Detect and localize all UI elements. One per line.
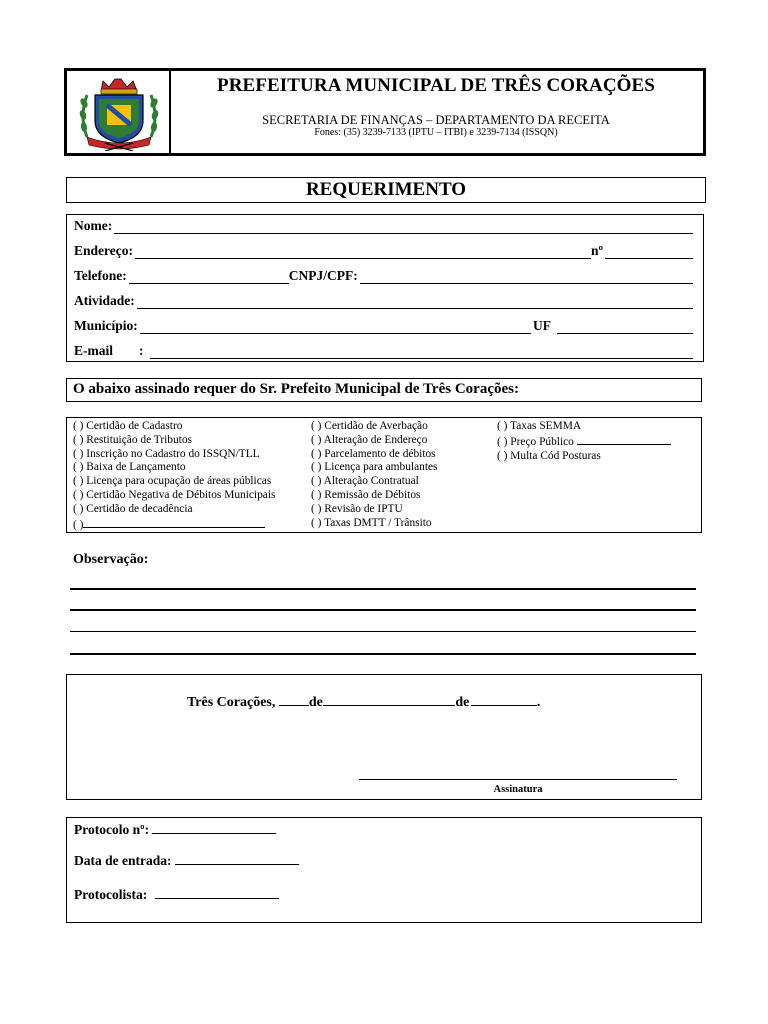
coat-of-arms-icon: [77, 77, 161, 151]
email-row: [74, 343, 693, 359]
option-baixa-lancamento[interactable]: ( ) Baixa de Lançamento: [73, 461, 186, 474]
entry-date-label: Data de entrada:: [74, 853, 172, 868]
name-field[interactable]: [114, 221, 693, 234]
city-date-label: Três Corações,: [187, 695, 276, 710]
address-row: [74, 243, 693, 259]
name-label: Nome:: [74, 218, 113, 233]
email-label: E-mail: [74, 343, 113, 358]
form-title: REQUERIMENTO: [305, 179, 467, 200]
address-label: Endereço:: [74, 243, 133, 258]
option-alteracao-endereco[interactable]: ( ) Alteração de Endereço: [311, 433, 428, 446]
option-licenca-ocupacao[interactable]: ( ) Licença para ocupação de áreas públicas: [73, 475, 272, 488]
option-other-label: ( ): [73, 518, 84, 531]
name-row: [74, 218, 693, 234]
email-field[interactable]: [150, 346, 694, 359]
option-taxas-dmtt[interactable]: ( ) Taxas DMTT / Trânsito: [311, 516, 432, 529]
options-column-1: [73, 420, 275, 532]
phone-label: Telefone:: [74, 268, 127, 283]
signature-line[interactable]: [359, 779, 677, 780]
option-preco-publico-label: ( ) Preço Público: [497, 435, 574, 448]
option-certidao-negativa[interactable]: ( ) Certidão Negativa de Débitos Municipais: [73, 488, 276, 501]
option-restituicao-tributos[interactable]: ( ) Restituição de Tributos: [73, 433, 192, 446]
request-options-section: [66, 417, 702, 533]
number-field[interactable]: [605, 246, 693, 259]
option-inscricao-issqn[interactable]: ( ) Inscrição no Cadastro do ISSQN/TLL: [73, 447, 260, 460]
option-certidao-cadastro[interactable]: ( ) Certidão de Cadastro: [73, 420, 183, 432]
state-label: UF: [533, 318, 551, 333]
address-field[interactable]: [135, 246, 591, 259]
observation-label: Observação:: [73, 552, 149, 567]
option-certidao-averbacao[interactable]: ( ) Certidão de Averbação: [311, 420, 428, 432]
option-parcelamento-debitos[interactable]: ( ) Parcelamento de débitos: [311, 447, 436, 460]
department-subtitle: SECRETARIA DE FINANÇAS – DEPARTAMENTO DA RECEITA: [262, 113, 610, 127]
option-revisao-iptu[interactable]: ( ) Revisão de IPTU: [311, 502, 403, 515]
date-line: [187, 695, 540, 711]
de-label-1: de: [308, 695, 323, 710]
option-certidao-decadencia[interactable]: ( ) Certidão de decadência: [73, 502, 193, 515]
option-other[interactable]: [73, 517, 275, 533]
protocol-number-row: [74, 822, 276, 838]
date-period: .: [536, 695, 541, 710]
municipality-title: PREFEITURA MUNICIPAL DE TRÊS CORAÇÕES: [217, 75, 655, 96]
option-multa-posturas[interactable]: ( ) Multa Cód Posturas: [497, 449, 601, 462]
phone-numbers: Fones: (35) 3239-7133 (IPTU – ITBI) e 3239-7134 (ISSQN): [314, 127, 558, 138]
observation-line-1[interactable]: [70, 588, 696, 590]
observation-line-4[interactable]: [70, 653, 696, 655]
cnpj-cpf-label: CNPJ/CPF:: [288, 268, 358, 283]
de-label-2: de: [455, 695, 470, 710]
entry-date-field[interactable]: [175, 854, 299, 865]
applicant-data-section: [66, 214, 704, 362]
request-header: O abaixo assinado requer do Sr. Prefeito Municipal de Três Corações:: [73, 381, 519, 397]
option-alteracao-contratual[interactable]: ( ) Alteração Contratual: [311, 475, 419, 488]
option-remissao-debitos[interactable]: ( ) Remissão de Débitos: [311, 488, 421, 501]
option-preco-publico-field[interactable]: [577, 434, 671, 445]
entry-date-row: [74, 853, 299, 869]
cnpj-cpf-field[interactable]: [360, 271, 693, 284]
city-field[interactable]: [140, 321, 531, 334]
day-field[interactable]: [279, 695, 309, 706]
protocol-section: [66, 817, 702, 923]
activity-field[interactable]: [137, 296, 693, 309]
letterhead: [64, 68, 706, 156]
number-label: nº: [591, 243, 603, 258]
observation-line-2[interactable]: [70, 609, 696, 611]
observation-line-3[interactable]: [70, 631, 696, 632]
request-header-box: [66, 378, 702, 402]
protocolist-row: [74, 887, 279, 903]
protocolist-label: Protocolista:: [74, 887, 148, 902]
option-preco-publico[interactable]: [497, 434, 671, 450]
phone-field[interactable]: [129, 271, 289, 284]
activity-label: Atividade:: [74, 293, 135, 308]
activity-row: [74, 293, 693, 309]
city-row: [74, 318, 693, 334]
option-licenca-ambulantes[interactable]: ( ) Licença para ambulantes: [311, 461, 438, 474]
protocol-number-label: Protocolo nº:: [74, 822, 150, 837]
protocolist-field[interactable]: [155, 888, 279, 899]
date-signature-section: [66, 674, 702, 800]
phone-row: [74, 268, 693, 284]
email-colon: :: [139, 343, 144, 358]
year-field[interactable]: [471, 695, 537, 706]
option-taxas-semma[interactable]: ( ) Taxas SEMMA: [497, 420, 582, 432]
form-title-box: [66, 177, 706, 203]
city-label: Município:: [74, 318, 138, 333]
state-field[interactable]: [557, 321, 693, 334]
options-column-3: [497, 420, 671, 463]
month-field[interactable]: [323, 695, 455, 706]
options-column-2: [311, 420, 438, 530]
signature-label: Assinatura: [493, 784, 543, 795]
protocol-number-field[interactable]: [152, 823, 276, 834]
header-divider: [169, 71, 171, 153]
option-other-field[interactable]: [83, 517, 265, 528]
